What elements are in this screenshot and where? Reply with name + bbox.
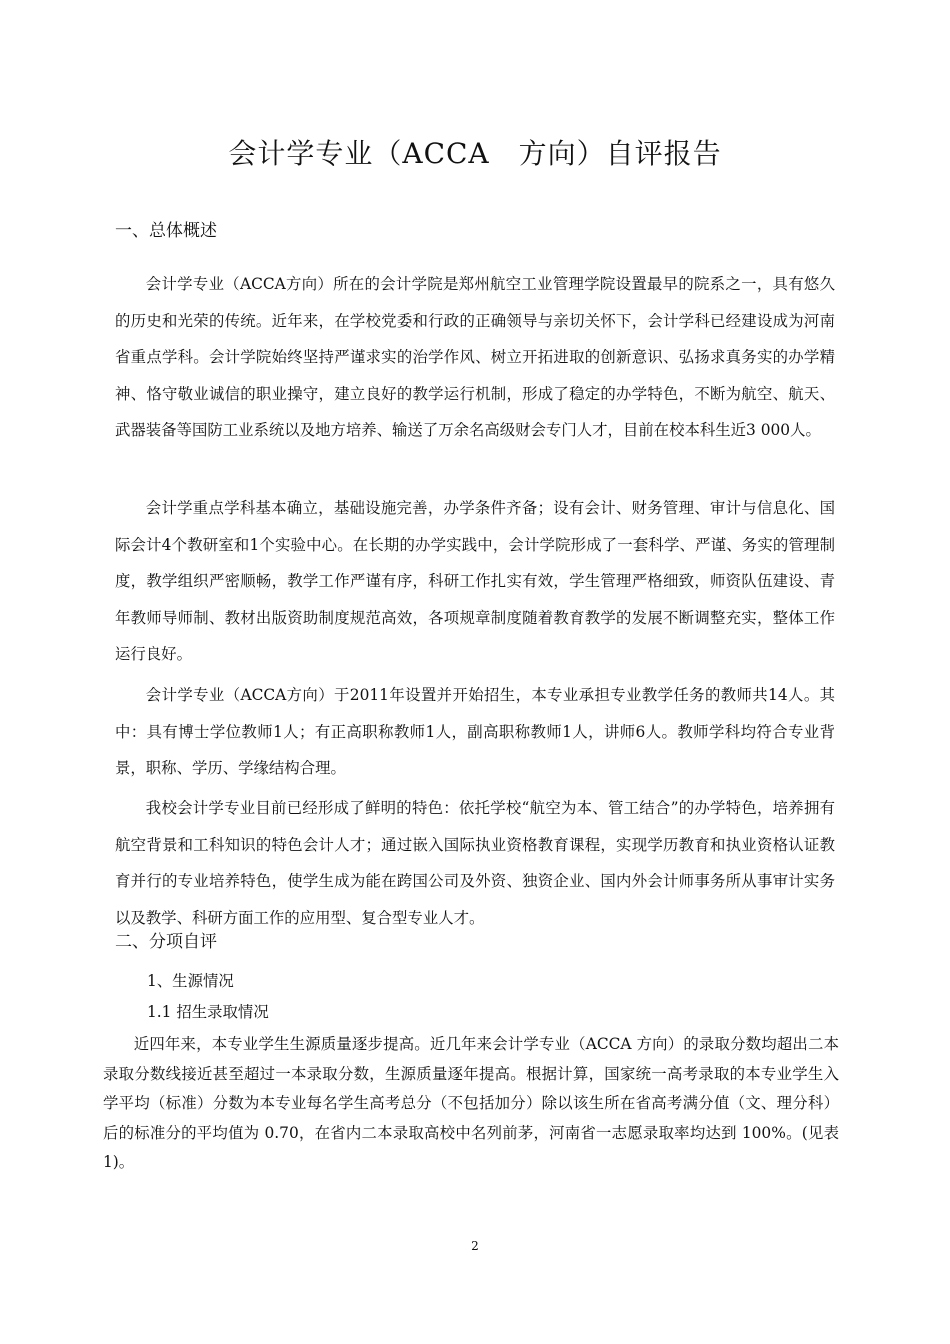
page-number: 2 (471, 1239, 479, 1253)
paragraph-overview-4: 我校会计学专业目前已经形成了鲜明的特色：依托学校“航空为本、管工结合”的办学特色，培养拥有航空背景和工科知识的特色会计人才；通过嵌入国际执业资格教育课程，实现学历教育和执业资格认证教育并行的专业培养特色，使学生成为能在跨国公司及外资、独资企业、国内外会计师事务所从事审计实务以及教学、科研方面工作的应用型、复合型专业人才。 (115, 799, 835, 927)
document-title: 会计学专业（ACCA 方向）自评报告 (228, 137, 722, 170)
paragraph-admission: 近四年来，本专业学生生源质量逐步提高。近几年来会计学专业（ACCA 方向）的录取分数均超出二本录取分数线接近甚至超过一本录取分数，生源质量逐年提高。根据计算，国家统一高考录取的本专业学生入学平均（标准）分数为本专业每名学生高考总分（不包括加分）除以该生所在省高考满分值（文、理分科）后的标准分的平均值为 0.70，在省内二本录取高校中名列前茅，河南省一志愿录取率均达到 100%。(见表 1)。 (103, 1035, 839, 1171)
paragraph-overview-3: 会计学专业（ACCA方向）于2011年设置并开始招生，本专业承担专业教学任务的教师共14人。其中：具有博士学位教师1人；有正高职称教师1人，副高职称教师1人，讲师6人。教师学科均符合专业背景，职称、学历、学缘结构合理。 (115, 686, 835, 777)
paragraph-overview-1: 会计学专业（ACCA方向）所在的会计学院是郑州航空工业管理学院设置最早的院系之一，具有悠久的历史和光荣的传统。近年来，在学校党委和行政的正确领导与亲切关怀下，会计学科已经建设成为河南省重点学科。会计学院始终坚持严谨求实的治学作风、树立开拓进取的创新意识、弘扬求真务实的办学精神、恪守敬业诚信的职业操守，建立良好的教学运行机制，形成了稳定的办学特色，不断为航空、航天、武器装备等国防工业系统以及地方培养、输送了万余名高级财会专门人才，目前在校本科生近3 000人。 (115, 275, 835, 439)
paragraph-overview-2: 会计学重点学科基本确立，基础设施完善，办学条件齐备；设有会计、财务管理、审计与信息化、国际会计4个教研室和1个实验中心。在长期的办学实践中，会计学院形成了一套科学、严谨、务实的管理制度，教学组织严密顺畅，教学工作严谨有序，科研工作扎实有效，学生管理严格细致，师资队伍建设、青年教师导师制、教材出版资助制度规范高效，各项规章制度随着教育教学的发展不断调整充实，整体工作运行良好。 (115, 499, 835, 663)
section-heading-overview: 一、总体概述 (115, 221, 217, 241)
subheading-student-source: 1、生源情况 (147, 972, 234, 990)
section-heading-itemized: 二、分项自评 (115, 932, 217, 952)
subheading-admission: 1.1 招生录取情况 (147, 1003, 269, 1021)
